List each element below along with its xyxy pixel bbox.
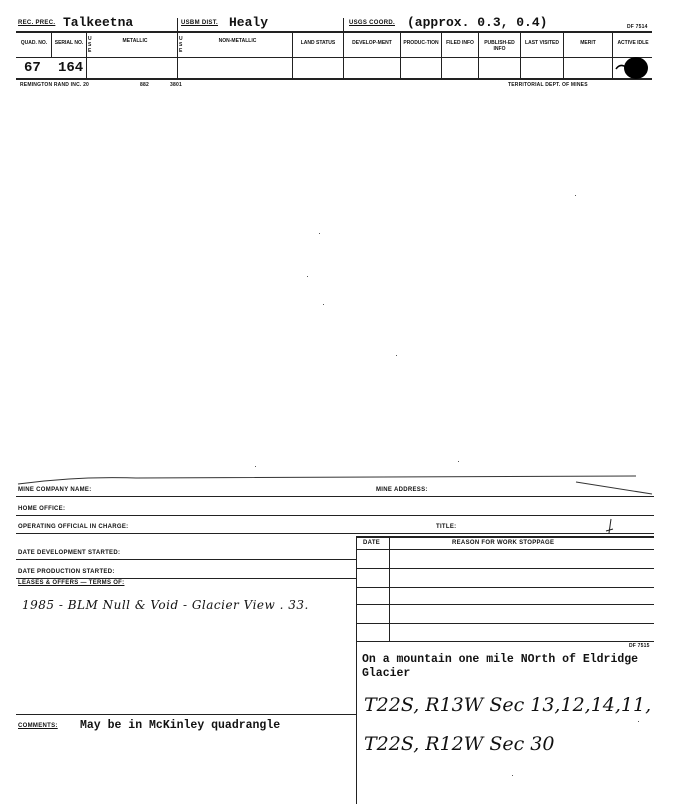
scan-speck bbox=[638, 721, 639, 722]
rule bbox=[16, 515, 654, 516]
rule bbox=[16, 533, 654, 534]
reason-col-header: REASON FOR WORK STOPPAGE bbox=[452, 540, 555, 546]
rule-mid bbox=[16, 57, 652, 58]
leases-note: 1985 - BLM Null & Void - Glacier View . 33. bbox=[22, 598, 309, 612]
usbm-dist-label: USBM DIST. bbox=[181, 20, 219, 26]
quad-no-value: 67 bbox=[24, 60, 41, 76]
footer-code-1: 882 bbox=[140, 82, 149, 88]
legal-description-1: T22S, R13W Sec 13,12,14,11, bbox=[364, 694, 652, 716]
rule bbox=[16, 578, 356, 579]
scan-speck bbox=[323, 304, 324, 305]
vrule bbox=[400, 32, 401, 79]
vrule bbox=[563, 32, 564, 79]
rule bbox=[356, 623, 654, 624]
footer-publisher: REMINGTON RAND INC. 20 bbox=[20, 82, 90, 88]
vrule bbox=[343, 18, 344, 79]
vrule bbox=[86, 32, 87, 79]
vrule bbox=[389, 536, 390, 642]
usbm-dist-value: Healy bbox=[229, 15, 269, 30]
date-development-label: DATE DEVELOPMENT STARTED: bbox=[18, 550, 121, 556]
rule bbox=[16, 559, 356, 560]
active-status-mark bbox=[612, 55, 652, 83]
vrule bbox=[441, 32, 442, 79]
vrule bbox=[520, 32, 521, 79]
rule bbox=[356, 568, 654, 569]
location-line-1: On a mountain one mile NOrth of Eldridge bbox=[362, 653, 639, 666]
usgs-coord-label: USGS COORD. bbox=[349, 20, 395, 26]
footer-code-2: 3801 bbox=[170, 82, 182, 88]
rule-top bbox=[16, 31, 652, 33]
form-code-top: DF 7514 bbox=[627, 24, 648, 30]
date-production-label: DATE PRODUCTION STARTED: bbox=[18, 569, 115, 575]
rule bbox=[356, 536, 654, 538]
vrule bbox=[478, 32, 479, 79]
col-published-info: PUBLISH-ED INFO bbox=[484, 40, 515, 52]
legal-description-2: T22S, R12W Sec 30 bbox=[364, 733, 555, 755]
scan-speck bbox=[575, 195, 576, 196]
form-code-bottom: DF 7515 bbox=[629, 643, 650, 649]
vrule bbox=[177, 18, 178, 79]
comments-label: COMMENTS: bbox=[18, 723, 58, 729]
scan-speck bbox=[458, 461, 459, 462]
rule bbox=[16, 496, 654, 497]
metallic-use-mark: U S E bbox=[88, 36, 92, 54]
col-serial-no: SERIAL NO. bbox=[54, 40, 84, 46]
comments-value: May be in McKinley quadrangle bbox=[80, 719, 281, 732]
rule bbox=[356, 641, 654, 642]
col-metallic: METALLIC bbox=[122, 38, 148, 44]
col-development: DEVELOP-MENT bbox=[352, 40, 392, 46]
usgs-coord-value: (approx. 0.3, 0.4) bbox=[407, 15, 548, 30]
vrule bbox=[292, 32, 293, 79]
rule-bottom bbox=[16, 78, 652, 80]
rule bbox=[356, 604, 654, 605]
col-quad-no: QUAD. NO. bbox=[20, 40, 48, 46]
col-filed-info: FILED INFO bbox=[446, 40, 474, 46]
scan-speck bbox=[319, 233, 320, 234]
col-production: PRODUC-TION bbox=[403, 40, 439, 46]
scan-speck bbox=[255, 466, 256, 467]
scan-speck bbox=[307, 276, 308, 277]
scan-speck bbox=[512, 775, 513, 776]
mine-company-label: MINE COMPANY NAME: bbox=[18, 487, 92, 493]
title-label: TITLE: bbox=[436, 524, 457, 530]
col-last-visited: LAST VISITED bbox=[525, 40, 559, 46]
location-line-2: Glacier bbox=[362, 667, 411, 680]
footer-dept: TERRITORIAL DEPT. OF MINES bbox=[508, 82, 588, 88]
rec-prec-value: Talkeetna bbox=[63, 15, 134, 30]
date-col-header: DATE bbox=[363, 540, 381, 546]
mine-address-label: MINE ADDRESS: bbox=[376, 487, 428, 493]
rule bbox=[356, 549, 654, 550]
col-active-idle: ACTIVE IDLE bbox=[617, 40, 649, 46]
rule bbox=[356, 587, 654, 588]
rule bbox=[16, 714, 356, 715]
col-merit: MERIT bbox=[580, 40, 596, 46]
operating-official-label: OPERATING OFFICIAL IN CHARGE: bbox=[18, 524, 129, 530]
scan-speck bbox=[396, 355, 397, 356]
serial-no-value: 164 bbox=[58, 60, 84, 76]
non-metallic-use-mark: U S E bbox=[179, 36, 183, 54]
col-land-status: LAND STATUS bbox=[300, 40, 336, 46]
card-top-edge bbox=[16, 468, 656, 498]
col-non-metallic: NON-METALLIC bbox=[218, 38, 257, 44]
leases-label: LEASES & OFFERS — TERMS OF: bbox=[18, 580, 125, 586]
rec-prec-label: REC. PREC. bbox=[18, 20, 56, 26]
pen-mark bbox=[604, 517, 616, 537]
home-office-label: HOME OFFICE: bbox=[18, 506, 66, 512]
vrule bbox=[356, 536, 357, 804]
